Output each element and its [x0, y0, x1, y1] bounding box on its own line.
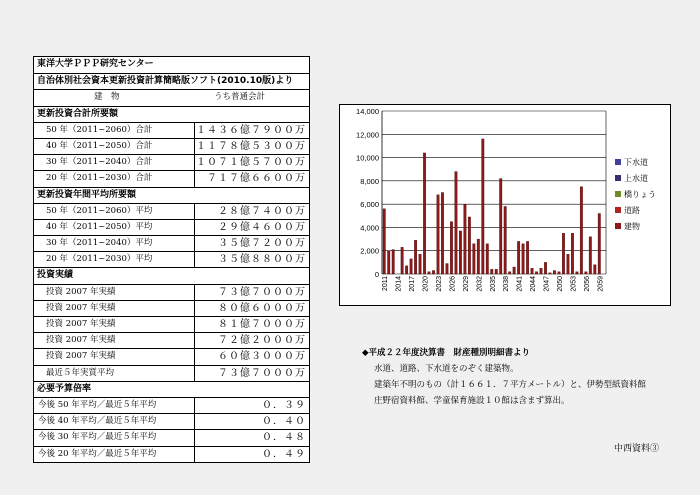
- x-tick-label: 2047: [543, 276, 551, 292]
- legend-swatch: [615, 159, 621, 165]
- notes-line: 水道、道路、下水道をのぞく建築物。: [374, 364, 519, 374]
- x-tick-label: 2023: [436, 276, 443, 292]
- bar: [414, 240, 417, 274]
- legend-swatch: [615, 223, 621, 229]
- y-tick-label: 6,000: [360, 200, 379, 210]
- x-tick-label: 2014: [395, 276, 403, 292]
- bar: [477, 239, 480, 274]
- bar: [446, 264, 449, 274]
- x-tick-label: 2026: [449, 276, 457, 292]
- legend-label: 下水道: [624, 158, 648, 167]
- bar: [531, 268, 534, 274]
- bar: [526, 241, 529, 274]
- x-tick-label: 2044: [530, 276, 538, 292]
- legend-swatch: [615, 207, 621, 213]
- section-ratio: 必要予算倍率: [34, 381, 309, 397]
- legend-swatch: [615, 175, 621, 181]
- table-row: 投資 2007 年実績 ８１億７０００万: [34, 316, 309, 332]
- x-tick-label: 2050: [556, 276, 564, 292]
- bar: [504, 206, 507, 274]
- x-tick-label: 2056: [583, 276, 591, 292]
- table-row: 30 年（2011~2040）平均 ３５億７２００万: [34, 235, 309, 251]
- bar: [482, 139, 485, 274]
- bar: [513, 267, 516, 274]
- notes-heading: ◆平成２２年度決算書 財産種別明細書より: [362, 348, 531, 358]
- x-tick-label: 2029: [462, 276, 470, 292]
- bar: [459, 231, 462, 274]
- table-row: 50 年（2011~2060）平均 ２８億７４００万: [34, 203, 309, 219]
- budget-table: [33, 56, 310, 463]
- table-row: 今後 20 年平均／最近５年平均 ０．４９: [34, 446, 309, 462]
- bar: [576, 272, 579, 274]
- x-tick-label: 2011: [382, 276, 390, 292]
- bar: [540, 268, 543, 274]
- bar: [383, 209, 386, 274]
- x-tick-label: 2059: [597, 276, 605, 292]
- bar: [423, 153, 426, 274]
- x-tick-label: 2053: [570, 276, 578, 292]
- table-subtitle: 自治体別社会資本更新投資計算簡略版ソフト(2010.10版)より: [37, 76, 294, 87]
- bar: [508, 272, 511, 274]
- table-row: 今後 30 年平均／最近５年平均 ０．４８: [34, 429, 309, 445]
- section-annual: 更新投資年間平均所要額: [34, 187, 309, 203]
- bar: [392, 250, 395, 274]
- y-tick-label: 10,000: [356, 153, 379, 163]
- chart-container: [339, 104, 671, 306]
- table-row: 今後 50 年平均／最近５年平均 ０．３９: [34, 397, 309, 413]
- table-row: 20 年（2011~2030）合計 ７１７億６６００万: [34, 170, 309, 186]
- legend-label: 道路: [624, 206, 640, 215]
- bar: [585, 272, 588, 274]
- legend-label: 建物: [624, 222, 640, 231]
- table-subtitle-row: [34, 73, 309, 89]
- table-row: 30 年（2011~2040）合計 １０７１億５７００万: [34, 154, 309, 170]
- bar: [567, 254, 570, 274]
- bar: [499, 179, 502, 274]
- x-tick-label: 2020: [422, 276, 430, 292]
- bar: [558, 272, 561, 274]
- bar: [428, 272, 431, 274]
- bar: [441, 193, 444, 275]
- legend-label: 上水道: [624, 174, 648, 183]
- table-row: 投資 2007 年実績 ８０億６０００万: [34, 300, 309, 316]
- bar: [495, 269, 498, 274]
- bar: [517, 241, 520, 274]
- x-tick-label: 2032: [476, 276, 484, 292]
- y-tick-label: 2,000: [360, 246, 379, 256]
- bar: [419, 254, 422, 274]
- table-row: 50 年（2011~2060）合計 １４３６億７９００万: [34, 122, 309, 138]
- x-tick-label: 2035: [489, 276, 497, 292]
- y-tick-label: 14,000: [356, 107, 379, 116]
- bar: [571, 233, 574, 274]
- table-row: 投資 2007 年実績 ７３億７０００万: [34, 284, 309, 300]
- y-tick-label: 0: [374, 270, 379, 279]
- x-tick-label: 2017: [409, 276, 417, 292]
- bar: [562, 233, 565, 274]
- y-tick-label: 12,000: [356, 130, 379, 140]
- table-row: 今後 40 年平均／最近５年平均 ０．４０: [34, 413, 309, 429]
- table-row: 40 年（2011~2050）平均 ２９億４６００万: [34, 219, 309, 235]
- column-header-building: 建 物: [94, 92, 120, 103]
- notes-line: 建築年不明のもの（計１６６１．７平方メートル）と、伊勢型紙資料館: [374, 380, 647, 390]
- bar: [535, 272, 538, 274]
- bar: [473, 244, 476, 274]
- table-row: 投資 2007 年実績 ７２億２０００万: [34, 332, 309, 348]
- table-row: 40 年（2011~2050）合計 １１７８億５３００万: [34, 138, 309, 154]
- section-total: 更新投資合計所要額: [34, 106, 309, 122]
- bar: [450, 222, 453, 274]
- table-row: 20 年（2011~2030）平均 ３５億８８００万: [34, 251, 309, 267]
- bar: [405, 266, 408, 274]
- table-title-row: [34, 57, 309, 73]
- bar: [455, 172, 458, 274]
- x-tick-label: 2038: [503, 276, 511, 292]
- bar: [401, 247, 404, 274]
- table-title: 東洋大学ＰＰＰ研究センター: [37, 59, 154, 69]
- notes-line: 庄野宿資料館、学童保育施設１０館は含まず算出。: [374, 396, 570, 406]
- bar: [387, 251, 390, 274]
- section-actual: 投資実績: [34, 267, 309, 283]
- bar: [580, 187, 583, 274]
- bar: [594, 265, 597, 274]
- column-header-account: うち普通会計: [214, 92, 266, 103]
- bar: [598, 213, 601, 274]
- table-row: 投資 2007 年実績 ６０億３０００万: [34, 348, 309, 364]
- bar: [491, 269, 494, 274]
- bar: [410, 259, 413, 274]
- bar: [464, 204, 467, 274]
- column-header-row: [34, 89, 309, 105]
- table-row: 最近５年実質平均 ７３億７０００万: [34, 365, 309, 381]
- y-tick-label: 4,000: [360, 223, 379, 233]
- x-tick-label: 2041: [516, 276, 524, 292]
- bar: [549, 273, 552, 274]
- bar: [522, 244, 525, 274]
- bar-chart: [340, 105, 670, 305]
- footer-label: 中西資料③: [614, 444, 660, 454]
- bar: [468, 217, 471, 274]
- legend-swatch: [615, 191, 621, 197]
- bar: [553, 271, 556, 274]
- y-tick-label: 8,000: [360, 176, 379, 186]
- legend-label: 橋りょう: [624, 190, 656, 199]
- bar: [544, 262, 547, 274]
- bar: [589, 237, 592, 274]
- bar: [437, 195, 440, 274]
- bar: [432, 271, 435, 274]
- bar: [486, 244, 489, 274]
- notes: [362, 345, 646, 409]
